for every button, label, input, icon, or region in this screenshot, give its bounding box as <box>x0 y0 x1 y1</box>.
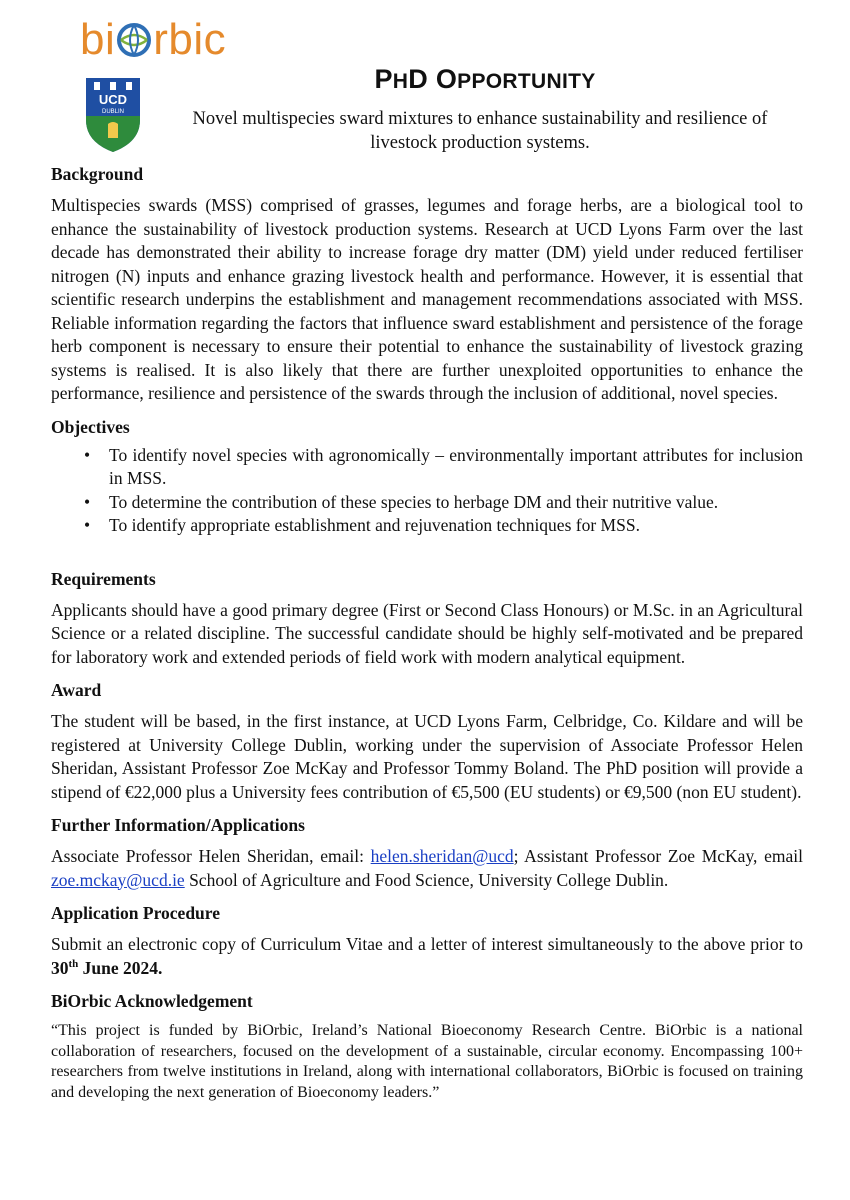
ucd-crest-icon <box>84 76 142 154</box>
section-award <box>51 679 803 804</box>
section-heading: Requirements <box>51 568 156 589</box>
crest-text-top: UCD <box>98 92 128 107</box>
logo-text-rbic: rbic <box>153 15 227 64</box>
section-paragraph: The student will be based, in the first instance, at UCD Lyons Farm, Celbridge, Co. Kildare and will be registered at University College Dublin, working under the supervision of Associate Professor Helen Sheridan, Assistant Professor Zoe McKay and Professor Tommy Boland. The PhD position will provide a stipend of €22,000 plus a University fees contribution of €5,500 (EU students) or €9,500 (non EU student). <box>51 711 803 802</box>
crest-text-bottom: DUBLIN <box>101 109 125 115</box>
bullet-icon: • <box>84 491 91 512</box>
email-link-sheridan[interactable]: helen.sheridan@ucd <box>370 846 514 866</box>
section-heading: BiOrbic Acknowledgement <box>51 991 253 1011</box>
list-item: • To identify novel species with agronomically – environmentally important attributes for inclusion in MSS. <box>84 444 803 488</box>
document-body <box>51 163 803 1103</box>
section-heading: Further Information/Applications <box>51 815 305 835</box>
section-paragraph: Associate Professor Helen Sheridan, email: helen.sheridan@ucd; Assistant Professor Zoe McKay, email zoe.mckay@ucd.ie School of Agriculture and Food Science, University College Dublin. <box>51 846 803 890</box>
logo-text-bi: bi <box>80 15 116 64</box>
objectives-list <box>51 444 803 538</box>
section-heading: Award <box>51 680 102 700</box>
list-item: • To determine the contribution of these species to herbage DM and their nutritive value. <box>51 491 803 515</box>
section-acknowledgement <box>51 990 803 1103</box>
page-title: PHD OPPORTUNITY <box>374 64 596 94</box>
section-heading: Objectives <box>51 416 130 437</box>
list-item: • To identify appropriate establishment and rejuvenation techniques for MSS. <box>51 514 803 538</box>
acknowledgement-quote: “This project is funded by BiOrbic, Ireland’s National Bioeconomy Research Centre. BiOrbic is a national collaboration of researchers, focused on the development of a sustainable, circular economy. Encompassing 100+ researchers from twelve institutions in Ireland, along with international collaborators, BiOrbic is focused on training and developing the next generation of Bioeconomy leaders.” <box>51 1022 803 1101</box>
section-requirements <box>51 568 803 670</box>
email-link-mckay[interactable]: zoe.mckay@ucd.ie <box>51 869 185 890</box>
globe-icon <box>116 22 152 58</box>
section-objectives <box>51 416 803 538</box>
biorbic-logo <box>80 15 270 64</box>
section-further-information <box>51 814 803 892</box>
section-heading: Background <box>51 164 144 184</box>
section-paragraph: Applicants should have a good primary degree (First or Second Class Honours) or M.Sc. in an Agricultural Science or a related discipline. The successful candidate should be highly self-motivated and be prepared for laboratory work and extended periods of field work with modern analytical equipment. <box>51 599 803 667</box>
section-paragraph: Submit an electronic copy of Curriculum Vitae and a letter of interest simultaneously to the above prior to 30th June 2024. <box>51 934 803 978</box>
section-paragraph: Multispecies swards (MSS) comprised of grasses, legumes and forage herbs, are a biological tool to enhance the sustainability of livestock production systems. Research at UCD Lyons Farm over the last decade has demonstrated their ability to increase forage dry matter (DM) yield under reduced fertiliser nitrogen (N) inputs and enhance grazing livestock health and performance. However, it is essential that scientific research underpins the establishment and management recommendations associated with MSS. Reliable information regarding the factors that influence sward establishment and persistence of the forage herb component is necessary to ensure their potential to enhance the sustainability of livestock grazing systems is realised. It is also likely that there are further unexploited opportunities to enhance the performance, resilience and persistence of the swards through the inclusion of additional, novel species. <box>51 195 803 403</box>
section-heading: Application Procedure <box>51 903 221 923</box>
section-application-procedure <box>51 902 803 980</box>
bullet-icon: • <box>84 515 91 535</box>
deadline-date: 30th June 2024. <box>51 957 163 978</box>
page-subtitle: Novel multispecies sward mixtures to enhance sustainability and resilience of livestock production systems. <box>192 109 768 153</box>
section-background <box>51 163 803 406</box>
bullet-icon: • <box>84 444 91 465</box>
